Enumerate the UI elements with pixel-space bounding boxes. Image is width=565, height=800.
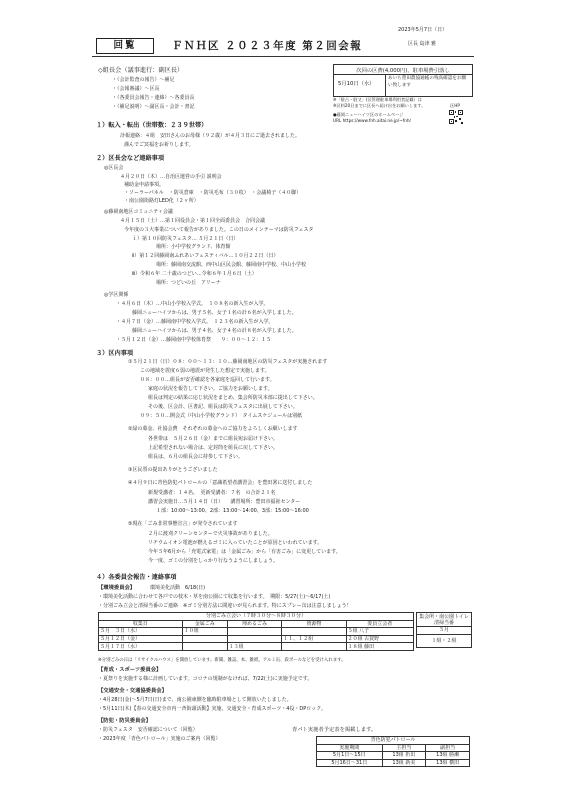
table-cell: 13組 勝瀬 bbox=[426, 752, 470, 760]
table-header: 資源物 bbox=[282, 620, 346, 628]
table-row bbox=[99, 628, 414, 636]
patrol-schedule-table bbox=[316, 736, 470, 767]
table-cell: ５月１７日（水） bbox=[99, 643, 183, 651]
text-line: ｉ）第１０回防災フェスタ… ５月２１日（日） bbox=[132, 236, 239, 242]
ward-chief-meeting-label: ◎区長会 bbox=[104, 165, 124, 171]
text-line: ・5月11日(木)【春の交通安全市内一斉街頭活動】実施、交通安全・育成スポーツ・4役・DPロック。 bbox=[98, 706, 326, 712]
text-line: 今一度、ゴミの分別をしっかり行なうようにしましょう。 bbox=[148, 558, 279, 564]
text-line: ・南公園街路灯LED化（２ヶ所） bbox=[124, 198, 199, 204]
text-line: 組長は判定の結果に応じ状況をまとめ、集会所防災本部に提出して下さい。 bbox=[148, 395, 318, 401]
table-cell: ５組 八子 bbox=[346, 628, 413, 636]
table-row bbox=[99, 643, 414, 651]
text-line: 講習会実施日…５月１４日（日） 講習場所：豊田市福祉センター bbox=[148, 499, 301, 505]
table-cell bbox=[182, 635, 227, 643]
patrol-table-subtitle: 青色防犯パトロール bbox=[317, 737, 470, 745]
table-cell: 13組 横田 bbox=[426, 759, 470, 767]
text-line: ・４月７日（金）…藤岡南中学校入学式。 １２３名の新入生が入学。 bbox=[116, 319, 274, 325]
environment-activity: 環境美化活動 6/18(日) bbox=[150, 585, 206, 591]
cleaning-month: ５月 bbox=[417, 627, 472, 635]
text-line: 上記希望されない場合は、定封筒を組長に戻して下さい。 bbox=[148, 445, 279, 451]
section-3-heading: ３）区内事項 bbox=[96, 350, 134, 357]
text-line: 今年度の３大事業について報告がありました。この日のメインテーマは防災フェスタ bbox=[124, 227, 314, 233]
cleaning-table-title: 集会所・南公園トイレ清掃当番 bbox=[417, 613, 472, 627]
traffic-committee-heading: 【交通安全・交通協委員会】 bbox=[98, 688, 167, 694]
table-cell: 5月16日～31日 bbox=[317, 759, 383, 767]
section-4-heading: ４）各委員会報告・連絡事項 bbox=[96, 574, 177, 581]
text-line: ・防災フェスタ 安否確認について（回覧） bbox=[98, 727, 198, 733]
text-line: １部：10:00～13:00、2部：13:00～14:00、3部：15:00～16:00 bbox=[156, 508, 309, 514]
text-line: この地域を震度６弱の地震が発生した想定で実施します。 bbox=[140, 368, 270, 374]
text-line: 組長は、６月の組長会に持参して下さい。 bbox=[148, 454, 244, 460]
environment-committee-heading: 【環境委員会】 bbox=[98, 585, 136, 591]
text-line: ⅱ）第１２回藤岡南ふれあいフェスティバル…１０月２２日（日） bbox=[132, 253, 279, 259]
issue-date: 2023年5月7日（日） bbox=[398, 27, 448, 33]
title-divider bbox=[92, 56, 474, 57]
text-line: 場所：小中学校グランド、体育館 bbox=[156, 244, 231, 250]
table-row bbox=[99, 635, 414, 643]
agenda-item: ・（会報審議）～区長 bbox=[112, 86, 160, 92]
text-line: ４月１５日（土）…第１回役員会・第１回全面委員会 合同会議 bbox=[120, 218, 266, 224]
table-cell bbox=[227, 635, 282, 643]
obituary-line: 訃報連絡：４組 安田さんのお母様（９２歳）が４月３日にご逝去されました。 bbox=[120, 133, 301, 139]
text-line: 新規受講者：１４名、 更新受講者：７名 の合計２１名 bbox=[148, 490, 276, 496]
section-1-heading: １）転入・転出（世帯数：２３９世帯） bbox=[96, 122, 208, 129]
text-line: ③区民票の提出ありがとうございました bbox=[128, 467, 218, 473]
text-line: ・分別ごみ立会と清掃当番のご連絡 ※ゴミ分別方法に間違いが見られます。特にスプレー缶は注意しましょう！ bbox=[98, 603, 352, 609]
table-cell: 5月1日～15日 bbox=[317, 752, 383, 760]
garbage-table-title: 分別ごみ立会い（７時３０分～８時３０分） bbox=[99, 613, 414, 621]
text-line: 場所：藤岡南交流館、西中山区民会館、藤岡南中学校、中山小学校 bbox=[156, 262, 307, 268]
text-line: ・ソーラーパネル ・防災倉庫 ・防災毛布（３０枚） ・会議椅子（４０脚） bbox=[124, 190, 302, 196]
homepage-note: ●藤岡ニューハイツ区のホームページ bbox=[333, 112, 404, 117]
table-header: 金属ごみ bbox=[182, 620, 227, 628]
president-name: 区長 島津 雅 bbox=[408, 41, 437, 47]
table-cell: １８組 藤田 bbox=[346, 643, 413, 651]
text-line: ②緑の募金、社協会費 それぞれの募金へのご協力をよろしくお願いします bbox=[128, 426, 298, 432]
next-payment-date: 5月10日（水） bbox=[338, 81, 375, 87]
text-line: 各世帯は ５月２６日（金）までに組長宛お届け下さい。 bbox=[148, 436, 279, 442]
youth-sports-committee-heading: 【育成・スポーツ委員会】 bbox=[98, 667, 162, 673]
table-header: 委員立会者 bbox=[346, 620, 413, 628]
table-cell: １０組 bbox=[182, 628, 227, 636]
agenda-item: ・（会計監査の報告）～補足 bbox=[112, 77, 175, 83]
garbage-duty-table bbox=[98, 612, 414, 651]
patrol-schedule-title: 青パト実施者予定表を掲載します。 bbox=[292, 727, 377, 733]
kairan-stamp: 回覧 bbox=[96, 38, 154, 54]
table-cell: 13組 新美 bbox=[382, 759, 426, 767]
text-line: ・４月６日（木）…中山小学校入学式。 １０８名の新入生が入学。 bbox=[116, 301, 269, 307]
text-line: ・4月28日(金)～5月7日(日)まで、南公園東側を臨時駐車場として開放いたしました。 bbox=[98, 697, 292, 703]
text-line: 家庭の状況を報告して下さい。ご協力をお願いします。 bbox=[148, 386, 273, 392]
school-label: ◎学区関係 bbox=[104, 292, 129, 298]
homepage-url[interactable]: URL https://www.fnh.aitai.ne.jp/~fnh/ bbox=[333, 118, 411, 123]
recycle-note: ※分別ごみの日は「リサイクルハウス」を開放しています。新聞、雑誌、本、雑紙、アルミ缶、段ボールなどを受け入れます。 bbox=[98, 658, 346, 663]
table-cell: 13組 折出 bbox=[382, 752, 426, 760]
text-line: ⅲ）令和６年 二十歳のつどい…令和６年１月６日（土） bbox=[132, 271, 257, 277]
table-cell: １１、１２組 bbox=[282, 635, 346, 643]
table-header: 埋めるごみ bbox=[227, 620, 282, 628]
text-line: 藤岡ニューハイツからは、男子４名、女子４名の計８名が入学しました。 bbox=[132, 328, 297, 334]
text-line: ①５月２１日（日）０８：００～１３：１０…藤岡南地区の防災フェスタが実施されます bbox=[128, 359, 328, 365]
crime-prevention-committee-heading: 【防犯・防災委員会】 bbox=[98, 718, 151, 724]
next-payment-box bbox=[333, 64, 473, 97]
text-line: ０９：５０…開会式（中山小学校グランド） タイムスケジュールは別紙 bbox=[140, 413, 303, 419]
text-line: 今年５年6月から「充電式家電」は「金属ごみ」から「有害ごみ」に変更しています。 bbox=[148, 549, 341, 555]
table-cell bbox=[227, 628, 282, 636]
table-cell: １３組 bbox=[227, 643, 282, 651]
text-line: ２月に渡刈クリーンセンターで火災事故がありました。 bbox=[148, 531, 273, 537]
table-header: 主担当 bbox=[382, 744, 426, 752]
table-row bbox=[317, 752, 470, 760]
table-header: 収集日 bbox=[99, 620, 183, 628]
cleaning-duty-table bbox=[416, 612, 472, 648]
text-line: その後、区会計、区書記、組長は防災フェスタに出展して下さい。 bbox=[148, 404, 298, 410]
table-cell: ２０組 古賀野 bbox=[346, 635, 413, 643]
text-line: 藤岡ニューハイツからは、男子５名、女子１名の計６名が入学しました。 bbox=[132, 310, 297, 316]
cleaning-groups: １組・２組 bbox=[417, 634, 472, 647]
table-header: 副担当 bbox=[426, 744, 470, 752]
next-payment-line: 次回の区費(4,000円)、駐車場費引落し bbox=[356, 68, 450, 74]
text-line: ・夏祭りを実施する様に計画しています。コロナの規制がなければ、7/22(土)に実施予定です。 bbox=[98, 676, 313, 682]
text-line: ４月２０日（木）…自治区運営の手引 説明会 bbox=[120, 174, 222, 180]
table-cell: ５月１２日（金） bbox=[99, 635, 183, 643]
text-line: 場所：つどいの丘 アリーナ bbox=[156, 280, 221, 286]
text-line: リチウムイオン電池が燃えるゴミに入っていたことが原因といわれています。 bbox=[148, 540, 323, 546]
table-row bbox=[317, 759, 470, 767]
condolence-line: 謹んでご冥福をお祈りします。 bbox=[124, 142, 194, 148]
table-cell bbox=[182, 643, 227, 651]
table-cell bbox=[282, 628, 346, 636]
agenda-item: ・（補足説明）～副区長・会計・書記 bbox=[112, 104, 195, 110]
community-meeting-label: ◎藤岡南地区コミュニティ会議 bbox=[104, 209, 173, 215]
parking-note-2: ※区料20日までに区長へ届け出をお願いします。 bbox=[333, 103, 426, 108]
text-line: ０８：００…組長が安否確認を各家庭を巡回して行います。 bbox=[140, 377, 275, 383]
section-2-heading: ２）区長会など連絡事項 bbox=[96, 155, 165, 162]
text-line: ・５月１２日（金）…藤岡南中学校体育祭 ９：００～１２：１５ bbox=[116, 337, 272, 343]
meeting-header: ◇組長会（議事進行：副区長） bbox=[98, 67, 184, 74]
text-line: ・環境美化活動に合わせて各戸での枝木・草を南公園にて収集を行います。 期限：5/27(土)～6/17(土) bbox=[98, 594, 331, 600]
parking-note-1: ※「駐占・駐又」(区管理駐車場利用者記載）は bbox=[333, 97, 422, 102]
newsletter-title: ＦＮＨ区 ２０２３年度 第２回会報 bbox=[172, 40, 363, 52]
text-line: ⑤現在「ごみ非常事態宣言」が発令されています bbox=[128, 521, 238, 527]
table-header: 実施期間 bbox=[317, 744, 383, 752]
qr-label: 区HP bbox=[450, 103, 460, 108]
text-line: 補助金申請事項。 bbox=[124, 182, 165, 188]
text-line: ・2023年度「青色パトロール」実施のご案内（回覧） bbox=[98, 736, 221, 742]
qr-code-icon bbox=[449, 110, 463, 124]
text-line: ④４月９日に青色防犯パトロールの「意識希望者講習会」を豊田署に送付しました bbox=[128, 480, 313, 486]
table-cell: ５月 ３日（水） bbox=[99, 628, 183, 636]
agenda-item: ・（各委員会報告・連絡）～各委員長 bbox=[112, 95, 195, 101]
balance-check-note: あいち豊田農協通帳の残高確認をお願い致します bbox=[388, 76, 467, 88]
table-cell bbox=[282, 643, 346, 651]
